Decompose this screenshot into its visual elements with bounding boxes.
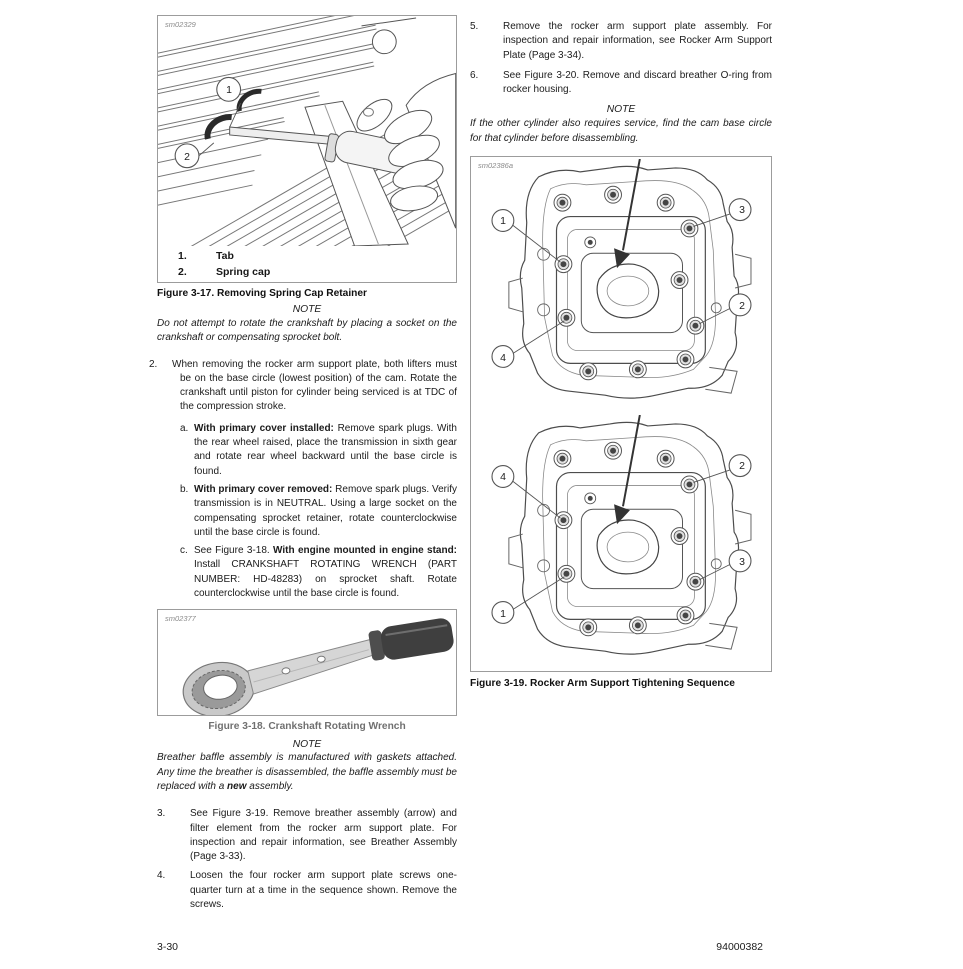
figure-3-18 bbox=[157, 609, 457, 716]
figure-3-19-image-label: sm02386a bbox=[478, 161, 514, 171]
callout-bl: 4 bbox=[500, 352, 506, 365]
note-post: assembly. bbox=[246, 780, 294, 792]
callout-tr: 2 bbox=[739, 460, 745, 473]
callout-right: 2 bbox=[739, 300, 745, 313]
document-number: 94000382 bbox=[716, 941, 763, 953]
figure-3-17-legend bbox=[158, 246, 456, 280]
callout-tl: 1 bbox=[500, 215, 506, 228]
substep-b bbox=[180, 483, 457, 540]
step-6 bbox=[470, 69, 772, 98]
note-heading: NOTE bbox=[606, 104, 636, 116]
step-text: See Figure 3-19. Remove breather assembly (arrow) and filter element from the rocker arm support plate. For inspection and repair information, see Breather Assembly (Page 3-33). bbox=[190, 808, 457, 863]
figure-3-17-caption: Figure 3-17. Removing Spring Cap Retainer bbox=[157, 288, 368, 299]
step-text: Remove the rocker arm support plate assembly. For inspection and repair information, see Rocker Arm Support Plate (Page 3-34). bbox=[503, 21, 772, 61]
left-column bbox=[149, 15, 458, 912]
substep-letter: a. bbox=[180, 422, 189, 434]
tightening-sequence-diagram-top bbox=[471, 159, 769, 415]
rocker-housing-illustration bbox=[471, 415, 769, 671]
rocker-housing-illustration bbox=[471, 159, 769, 415]
substep-bold: With primary cover removed: bbox=[194, 483, 333, 495]
substep-text: Remove spark plugs. With the rear wheel raised, place the transmission in sixth gear and rotate rear wheel backward until the base circle is found. bbox=[194, 422, 457, 477]
step-2 bbox=[149, 358, 457, 415]
note-text bbox=[157, 751, 457, 794]
figure-3-18-image-label: sm02377 bbox=[165, 614, 196, 624]
tightening-sequence-diagram-bottom bbox=[471, 415, 769, 671]
legend-label: Spring cap bbox=[216, 266, 271, 278]
step-3 bbox=[157, 807, 457, 864]
step-number: 4. bbox=[157, 870, 166, 882]
right-column bbox=[470, 20, 772, 690]
callout-tr: 3 bbox=[739, 204, 745, 217]
note-pre: Breather baffle assembly is manufactured with gaskets attached. Any time the breather is disassembled, the baffle assembly must be replaced with a bbox=[157, 752, 457, 792]
figure-3-17 bbox=[157, 15, 457, 283]
figure-3-17-image bbox=[158, 16, 456, 246]
substep-bold: With primary cover installed: bbox=[194, 422, 334, 434]
figure-3-17-image-label: sm02329 bbox=[165, 20, 196, 29]
wrench-illustration bbox=[158, 610, 456, 715]
spring-cap-illustration bbox=[158, 16, 456, 246]
step-number: 5. bbox=[470, 21, 479, 32]
substep-letter: c. bbox=[180, 545, 188, 557]
substep-text: Remove spark plugs. Verify transmission is in NEUTRAL. Using a large socket on the compensating sprocket retainer, rotate counterclockwise until the base circle is found. bbox=[194, 483, 457, 538]
legend-label: Tab bbox=[216, 250, 234, 262]
step-5 bbox=[470, 20, 772, 63]
note-bold: new bbox=[227, 780, 247, 792]
substep-pre: See Figure 3-18. bbox=[194, 545, 274, 557]
figure-3-19-caption: Figure 3-19. Rocker Arm Support Tightening Sequence bbox=[470, 678, 735, 690]
step-text: See Figure 3-20. Remove and discard breather O-ring from rocker housing. bbox=[503, 69, 772, 96]
note-text: If the other cylinder also requires service, find the cam base circle for that cylinder before disassembling. bbox=[470, 118, 772, 144]
note-heading: NOTE bbox=[292, 304, 322, 315]
callout-right: 3 bbox=[739, 556, 745, 569]
legend-row bbox=[178, 264, 456, 280]
step-text: When removing the rocker arm support plate, both lifters must be on the base circle (lowest position) of the cam. Rotate the crankshaft until piston for cylinder being serviced is at TDC of the compression stroke. bbox=[172, 358, 457, 413]
substep-c bbox=[180, 544, 457, 601]
figure-3-18-image bbox=[158, 610, 456, 715]
figure-3-18-caption: Figure 3-18. Crankshaft Rotating Wrench bbox=[208, 721, 406, 733]
callout-tl: 4 bbox=[500, 471, 506, 484]
substep-a bbox=[180, 422, 457, 479]
legend-num: 2. bbox=[178, 266, 187, 278]
substep-text: Install CRANKSHAFT ROTATING WRENCH (PART NUMBER: HD-48283) on sprocket shaft. Rotate counterclockwise until the base circle is found. bbox=[194, 559, 457, 600]
callout-2: 2 bbox=[184, 151, 190, 163]
callout-1: 1 bbox=[226, 84, 232, 96]
substep-letter: b. bbox=[180, 483, 189, 495]
legend-row bbox=[178, 248, 456, 264]
page-number: 3-30 bbox=[157, 941, 179, 953]
step-number: 6. bbox=[470, 69, 479, 81]
figure-3-19 bbox=[470, 156, 772, 672]
substep-bold: With engine mounted in engine stand: bbox=[273, 545, 458, 557]
step-text: Loosen the four rocker arm support plate screws one-quarter turn at a time in the sequence shown. Remove the screws. bbox=[190, 870, 457, 911]
step-number: 3. bbox=[157, 808, 166, 820]
step-4 bbox=[157, 869, 457, 912]
legend-num: 1. bbox=[178, 250, 187, 262]
note-text: Do not attempt to rotate the crankshaft by placing a socket on the crankshaft or compensating sprocket bolt. bbox=[157, 318, 457, 344]
note-heading: NOTE bbox=[292, 739, 322, 751]
callout-bl: 1 bbox=[500, 608, 506, 621]
